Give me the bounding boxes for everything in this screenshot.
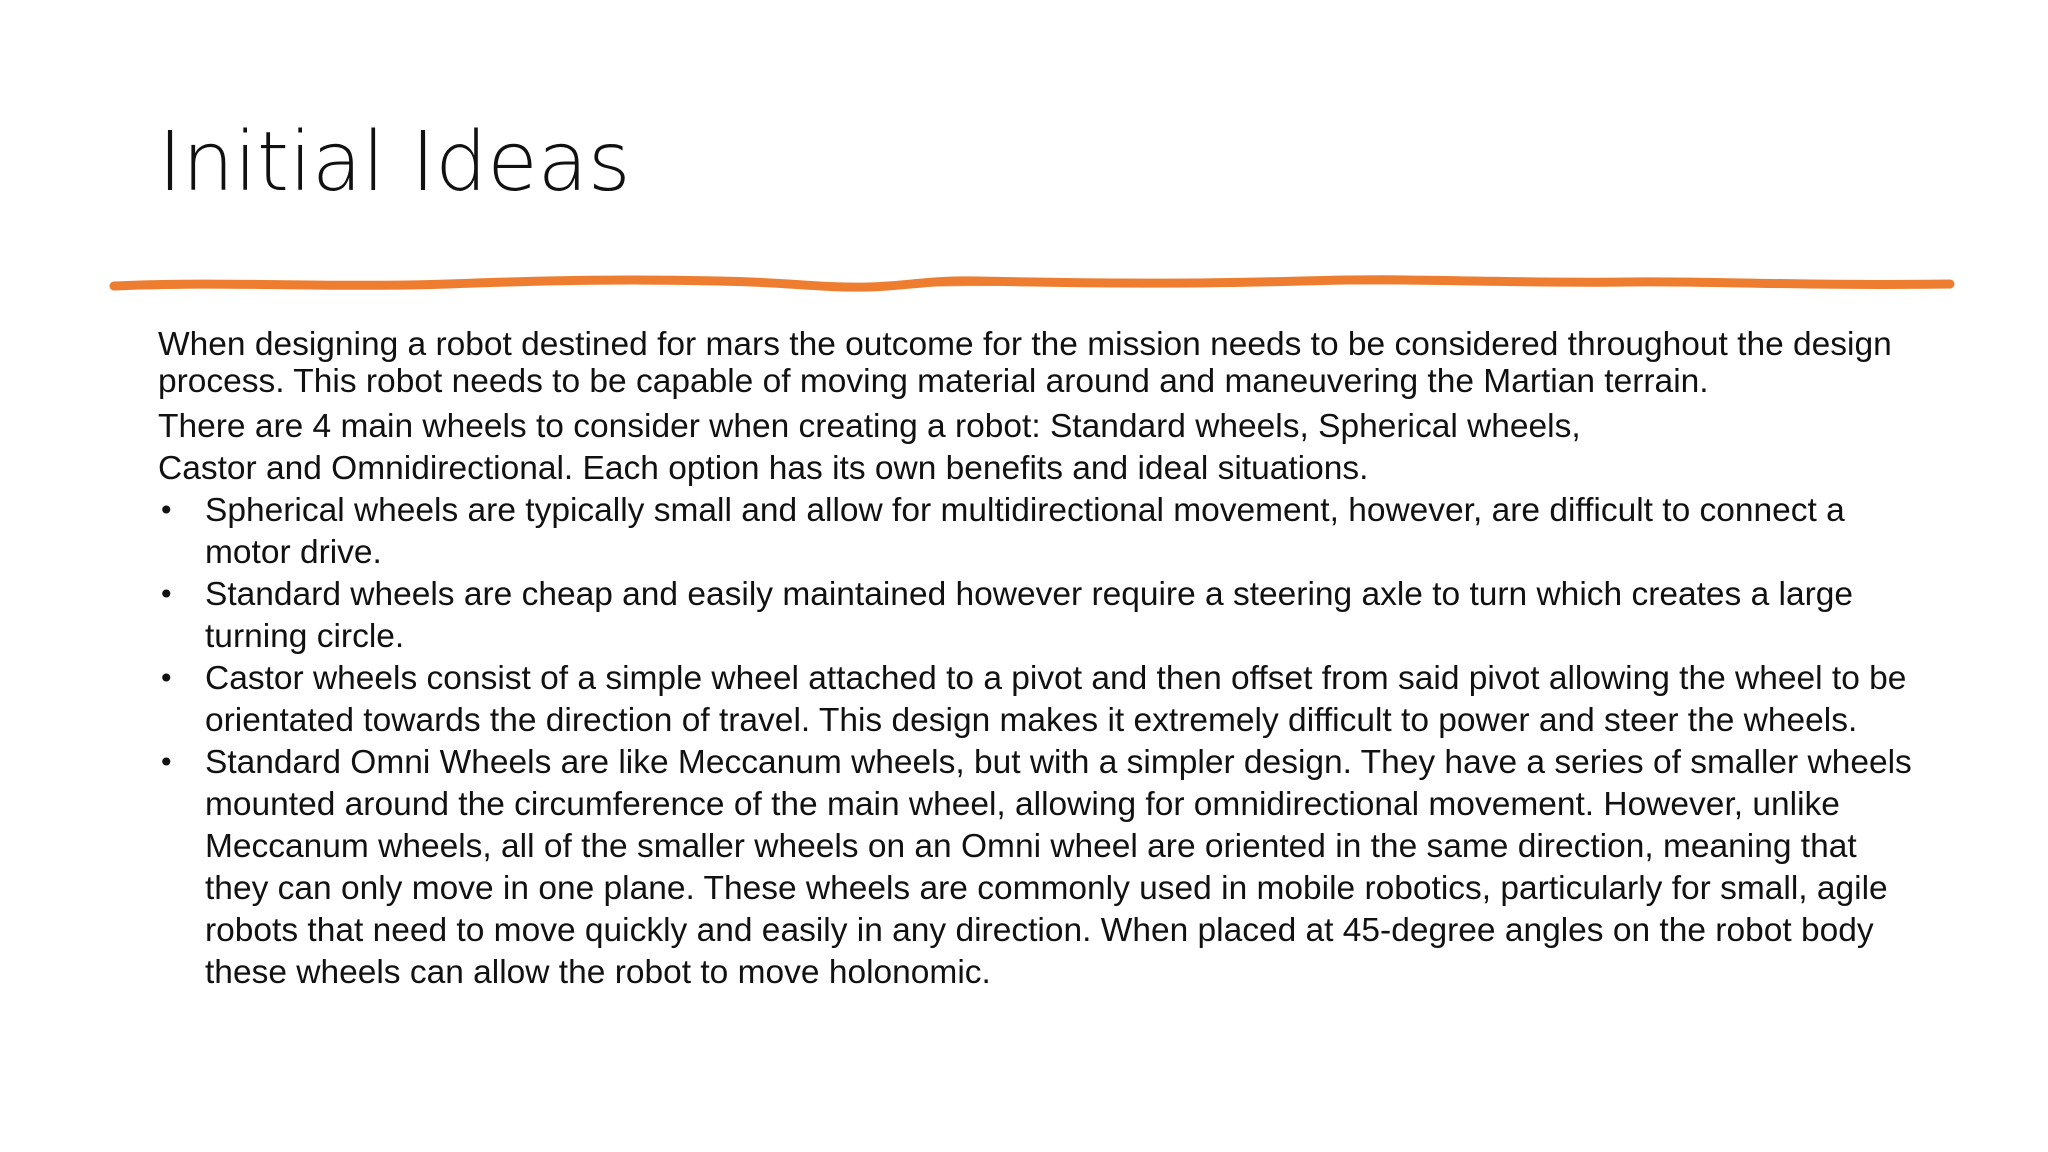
wheel-types-line-1: There are 4 main wheels to consider when creating a robot: Standard wheels, Spherical wheels, xyxy=(158,408,1581,445)
list-item-castor xyxy=(158,658,1918,742)
slide-title: Initial Ideas xyxy=(158,115,631,210)
list-item-spherical xyxy=(158,490,1918,574)
wheel-types-line-2: Castor and Omnidirectional. Each option has its own benefits and ideal situations. xyxy=(158,450,1369,487)
list-item-omni xyxy=(158,742,1918,994)
bullet-icon: • xyxy=(158,494,175,527)
wheel-types-paragraph xyxy=(158,406,1918,490)
list-item-text: Spherical wheels are typically small and allow for multidirectional movement, however, are difficult to connect a motor drive. xyxy=(205,492,1845,571)
bullet-icon: • xyxy=(158,662,175,695)
bullet-icon: • xyxy=(158,746,175,779)
title-underline xyxy=(108,270,1956,298)
slide-body xyxy=(158,326,1918,994)
wheel-bullet-list xyxy=(158,490,1918,994)
list-item-standard xyxy=(158,574,1918,658)
list-item-text: Castor wheels consist of a simple wheel attached to a pivot and then offset from said pivot allowing the wheel to be orientated towards the direction of travel. This design makes it extremely difficult to power and steer the wheels. xyxy=(205,660,1907,739)
bullet-icon: • xyxy=(158,578,175,611)
list-item-text: Standard Omni Wheels are like Meccanum wheels, but with a simpler design. They have a series of smaller wheels mounted around the circumference of the main wheel, allowing for omnidirectional movement. However, unlike Meccanum wheels, all of the smaller wheels on an Omni wheel are oriented in the same direction, meaning that they can only move in one plane. These wheels are commonly used in mobile robotics, particularly for small, agile robots that need to move quickly and easily in any direction. When placed at 45-degree angles on the robot body these wheels can allow the robot to move holonomic. xyxy=(205,744,1912,991)
list-item-text: Standard wheels are cheap and easily maintained however require a steering axle to turn which creates a large turning circle. xyxy=(205,576,1854,655)
intro-paragraph: When designing a robot destined for mars the outcome for the mission needs to be considered throughout the design process. This robot needs to be capable of moving material around and maneuvering the Martian terrain. xyxy=(158,326,1892,400)
